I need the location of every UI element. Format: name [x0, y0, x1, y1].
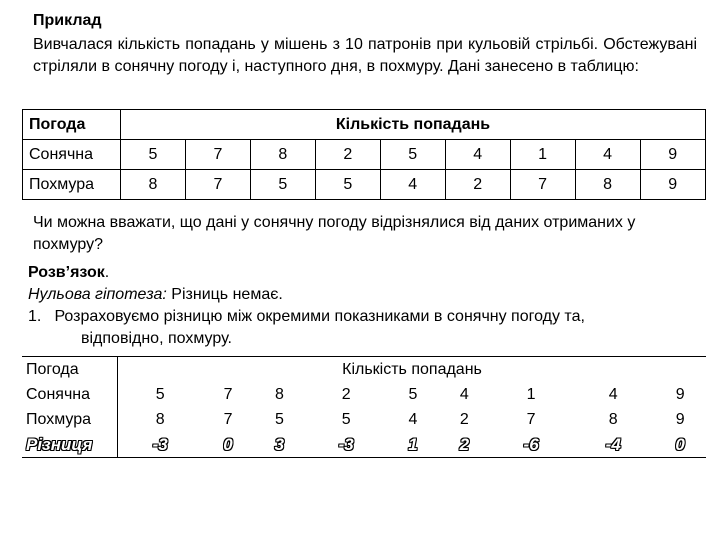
- hypothesis-text: Різниць немає.: [166, 286, 283, 303]
- table-row: [23, 170, 706, 200]
- table-row: [22, 407, 706, 432]
- weather-header: Погода: [22, 357, 118, 383]
- solution-heading: [28, 262, 283, 284]
- table-cell: 9: [640, 140, 706, 170]
- step-number: 1.: [28, 308, 42, 325]
- step-text-line2: відповідно, похмуру.: [81, 330, 232, 347]
- solution-block: [28, 262, 283, 306]
- table-cell: 4: [608, 385, 618, 403]
- table-cell: 7: [510, 170, 575, 200]
- difference-cell: 3: [254, 432, 305, 458]
- table-cell: 9: [675, 410, 685, 428]
- table-cell: 8: [250, 140, 315, 170]
- hits-header: Кількість попадань: [121, 110, 706, 140]
- table-cell: 5: [341, 410, 351, 428]
- intro-paragraph: Вивчалася кількість попадань у мішень з 10 патронів при кульовій стрільбі. Обстежувані стріляли в сонячну погоду і, наступного дня, в похмуру. Дані занесено в таблицю:: [33, 36, 697, 75]
- table-cell: 8: [121, 170, 186, 200]
- hypothesis-label: Нульова гіпотеза:: [28, 286, 167, 303]
- hits-header: Кількість попадань: [118, 357, 707, 383]
- table-cell: 8: [155, 410, 165, 428]
- difference-table: [22, 356, 706, 458]
- table-cell: 4: [445, 140, 510, 170]
- difference-cell: 0: [654, 432, 706, 458]
- difference-cell: -3: [118, 432, 203, 458]
- table-cell: 7: [223, 410, 233, 428]
- table-cell: 5: [155, 385, 165, 403]
- difference-cell: 2: [439, 432, 490, 458]
- step-text-line1: Розраховуємо різницю між окремими показниками в сонячну погоду та,: [54, 308, 585, 325]
- table-cell: 5: [380, 140, 445, 170]
- difference-cell: 1: [387, 432, 438, 458]
- table-cell: 4: [575, 140, 640, 170]
- null-hypothesis: [28, 284, 283, 306]
- table-cell: 5: [274, 410, 284, 428]
- table-cell: 2: [341, 385, 351, 403]
- difference-cell: -3: [305, 432, 387, 458]
- table-cell: 4: [408, 410, 418, 428]
- row-label-cloudy: Похмура: [22, 407, 118, 432]
- table-header-row: [23, 110, 706, 140]
- table-cell: 2: [445, 170, 510, 200]
- table-cell: 1: [510, 140, 575, 170]
- table-cell: 1: [526, 385, 536, 403]
- question-text: Чи можна вважати, що дані у сонячну погоду відрізнялися від даних отриманих у похмуру?: [33, 214, 636, 253]
- difference-cell: 0: [202, 432, 253, 458]
- table-cell: 7: [223, 385, 233, 403]
- step-1: [28, 306, 698, 350]
- row-label-sunny: Сонячна: [23, 140, 121, 170]
- table-cell: 5: [250, 170, 315, 200]
- table-cell: 5: [121, 140, 186, 170]
- table-cell: 4: [380, 170, 445, 200]
- table-cell: 5: [408, 385, 418, 403]
- table-cell: 8: [608, 410, 618, 428]
- row-label-difference: Різниця: [22, 432, 118, 458]
- table-header-row: [22, 357, 706, 383]
- solution-dot: .: [104, 264, 110, 281]
- table-cell: 2: [315, 140, 380, 170]
- table-cell: 8: [575, 170, 640, 200]
- table-cell: 7: [185, 170, 250, 200]
- example-title: Приклад: [33, 12, 102, 29]
- weather-header: Погода: [23, 110, 121, 140]
- table-cell: 7: [185, 140, 250, 170]
- solution-label: Розв’язок: [28, 264, 105, 281]
- table-cell: 9: [640, 170, 706, 200]
- table-cell: 7: [526, 410, 536, 428]
- difference-row: [22, 432, 706, 458]
- data-table: [22, 109, 706, 200]
- row-label-cloudy: Похмура: [23, 170, 121, 200]
- table-row: [22, 382, 706, 407]
- difference-cell: -4: [572, 432, 654, 458]
- table-row: [23, 140, 706, 170]
- difference-cell: -6: [490, 432, 572, 458]
- table-cell: 4: [459, 385, 469, 403]
- table-cell: 8: [274, 385, 284, 403]
- table-cell: 2: [459, 410, 469, 428]
- table-cell: 9: [675, 385, 685, 403]
- table-cell: 5: [315, 170, 380, 200]
- row-label-sunny: Сонячна: [22, 382, 118, 407]
